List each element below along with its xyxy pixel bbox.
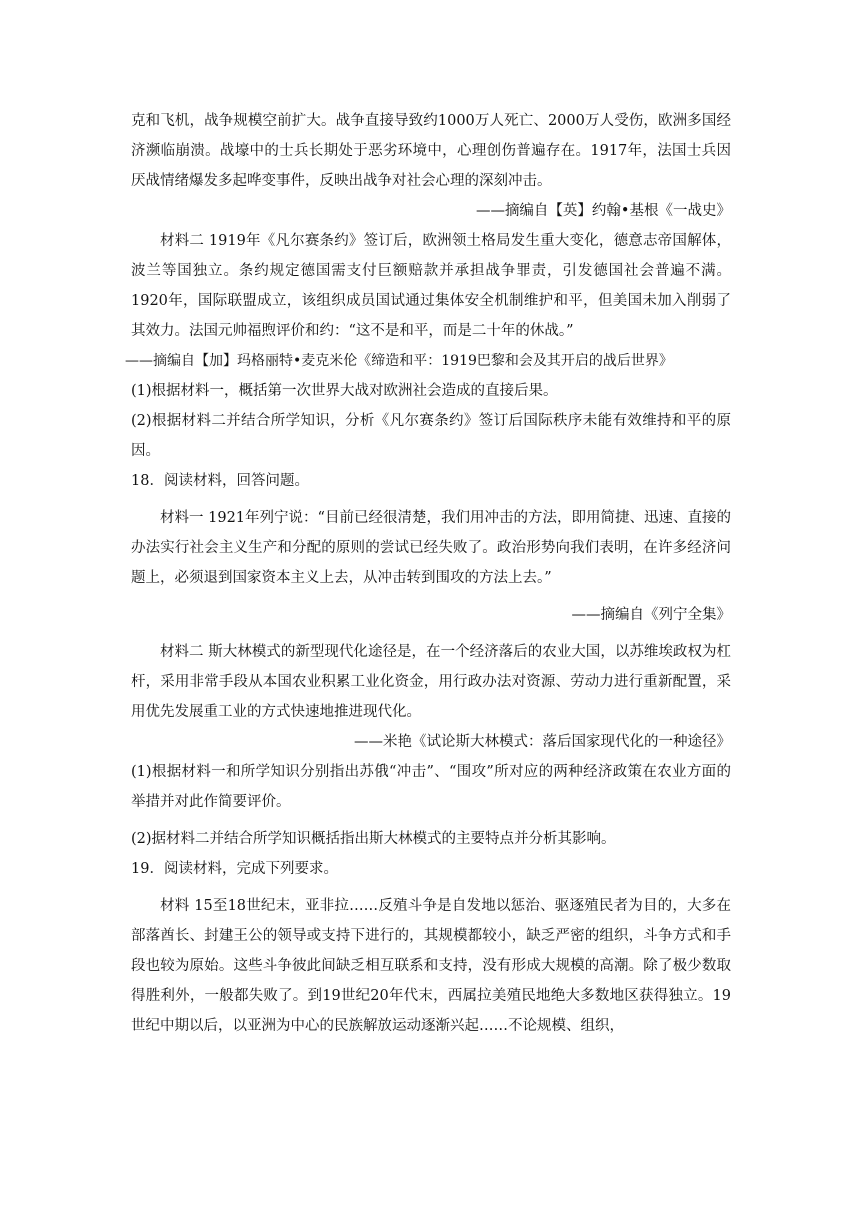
question-17-2: (2)根据材料二并结合所学知识，分析《凡尔赛条约》签订后国际秩序未能有效维持和平的原因。: [131, 413, 731, 459]
question-19-heading: 19．阅读材料，完成下列要求。: [131, 861, 338, 877]
question-18-heading: 18．阅读材料，回答问题。: [131, 473, 309, 489]
source-citation: ——摘编自【英】约翰•基根《一战史》: [475, 203, 731, 219]
material-two-q17: 材料二 1919年《凡尔赛条约》签订后，欧洲领土格局发生重大变化，德意志帝国解体，波兰等国独立。条约规定德国需支付巨额赔款并承担战争罪责，引发德国社会普遍不满。1920年，国际联盟成立，该组织成员国试通过集体安全机制维护和平，但美国未加入削弱了其效力。法国元帅福煦评价和约：“这不是和平，而是二十年的休战。”: [131, 233, 731, 339]
source-citation: ——摘编自《列宁全集》: [571, 607, 731, 623]
material-one-continued: 克和飞机，战争规模空前扩大。战争直接导致约1000万人死亡、2000万人受伤，欧洲多国经济濒临崩溃。战壕中的士兵长期处于恶劣环境中，心理创伤普遍存在。1917年，法国士兵因厌战情绪爆发多起哗变事件，反映出战争对社会心理的深刻冲击。: [131, 113, 731, 189]
question-18-2: (2)据材料二并结合所学知识概括指出斯大林模式的主要特点并分析其影响。: [131, 831, 616, 847]
source-citation: ——摘编自【加】玛格丽特•麦克米伦《缔造和平：1919巴黎和会及其开启的战后世界》: [125, 353, 673, 369]
question-17-1: (1)根据材料一，概括第一次世界大战对欧洲社会造成的直接后果。: [131, 383, 558, 399]
document-body: [125, 106, 731, 1041]
source-citation: ——米艳《试论斯大林模式：落后国家现代化的一种途径》: [354, 734, 731, 750]
material-one-q18: 材料一 1921年列宁说：“目前已经很清楚，我们用冲击的方法，即用简捷、迅速、直接的办法实行社会主义生产和分配的原则的尝试已经失败了。政治形势向我们表明，在许多经济问题上，必须退到国家资本主义上去，从冲击转到围攻的方法上去。”: [131, 510, 731, 586]
question-18-1: (1)根据材料一和所学知识分别指出苏俄“冲击”、“围攻”所对应的两种经济政策在农业方面的举措并对此作简要评价。: [131, 764, 731, 810]
material-q19: 材料 15至18世纪末，亚非拉……反殖斗争是自发地以惩治、驱逐殖民者为目的，大多在部落酋长、封建王公的领导或支持下进行的，其规模都较小，缺乏严密的组织，斗争方式和手段也较为原始。这些斗争彼此间缺乏相互联系和支持，没有形成大规模的高潮。除了极少数取得胜利外，一般都失败了。到19世纪20年代末，西属拉美殖民地绝大多数地区获得独立。19世纪中期以后，以亚洲为中心的民族解放运动逐渐兴起……不论规模、组织，: [131, 898, 731, 1034]
material-two-q18: 材料二 斯大林模式的新型现代化途径是，在一个经济落后的农业大国，以苏维埃政权为杠杆，采用非常手段从本国农业积累工业化资金，用行政办法对资源、劳动力进行重新配置，采用优先发展重工业的方式快速地推进现代化。: [131, 644, 731, 720]
